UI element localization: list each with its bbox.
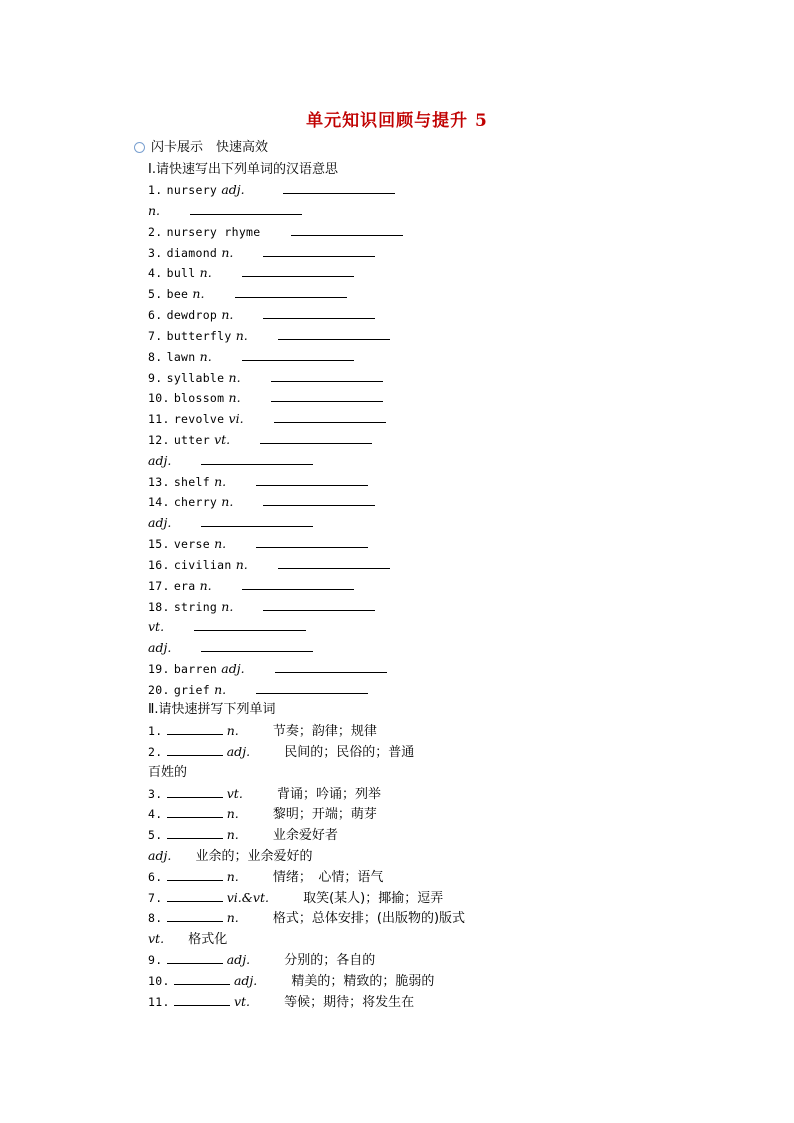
flash-card-icon bbox=[134, 142, 145, 153]
answer-blank[interactable] bbox=[201, 638, 313, 652]
chinese-meaning: 等候；期待；将发生在 bbox=[284, 995, 415, 1010]
s2-row-3 bbox=[148, 784, 381, 804]
s2-row-11 bbox=[148, 992, 414, 1012]
s2-row-1 bbox=[148, 721, 377, 741]
s2-row-8 bbox=[148, 908, 465, 928]
part-of-speech: vt. bbox=[226, 786, 243, 801]
part-of-speech: n. bbox=[226, 827, 239, 842]
chinese-meaning: 取笑(某人)；揶揄；逗弄 bbox=[303, 891, 444, 906]
s1-row-2 bbox=[148, 222, 403, 242]
spelling-blank[interactable] bbox=[167, 867, 223, 881]
part-of-speech: adj. bbox=[226, 952, 251, 967]
s2-row-6 bbox=[148, 867, 383, 887]
part-of-speech: vt. bbox=[233, 994, 251, 1009]
chinese-meaning: 业余的；业余爱好的 bbox=[195, 849, 313, 864]
part-of-speech: adj. bbox=[221, 661, 245, 676]
s1-row-15 bbox=[148, 534, 368, 554]
s2-row-9 bbox=[148, 950, 375, 970]
part-of-speech: n. bbox=[221, 494, 234, 509]
item-number: 15. bbox=[148, 537, 170, 551]
vocab-word: diamond bbox=[166, 246, 218, 260]
part-of-speech: n. bbox=[221, 245, 234, 260]
vocab-word: cherry bbox=[173, 495, 218, 509]
answer-blank[interactable] bbox=[278, 326, 390, 340]
chinese-meaning: 业余爱好者 bbox=[272, 828, 338, 843]
item-number: 12. bbox=[148, 433, 170, 447]
part-of-speech: adj. bbox=[148, 515, 172, 530]
vocab-word: verse bbox=[173, 537, 210, 551]
part-of-speech: n. bbox=[235, 557, 248, 572]
s1-row-9 bbox=[148, 368, 383, 388]
spelling-blank[interactable] bbox=[167, 721, 223, 735]
s1-row-1 bbox=[148, 180, 395, 200]
s1-row-3 bbox=[148, 243, 375, 263]
item-number: 2. bbox=[148, 745, 163, 759]
vocab-word: barren bbox=[173, 662, 218, 676]
answer-blank[interactable] bbox=[271, 388, 383, 402]
part-of-speech: n. bbox=[221, 307, 234, 322]
spelling-blank[interactable] bbox=[174, 992, 230, 1006]
part-of-speech: n. bbox=[226, 806, 239, 821]
answer-blank[interactable] bbox=[260, 430, 372, 444]
chinese-meaning: 黎明；开端；萌芽 bbox=[272, 807, 377, 822]
answer-blank[interactable] bbox=[242, 263, 354, 277]
spelling-blank[interactable] bbox=[167, 908, 223, 922]
chinese-meaning: 分别的；各自的 bbox=[284, 953, 376, 968]
vocab-word: grief bbox=[173, 683, 210, 697]
chinese-meaning: 民间的；民俗的；普通 bbox=[284, 745, 415, 760]
part-of-speech: adj. bbox=[148, 848, 172, 863]
vocab-word: era bbox=[173, 579, 196, 593]
answer-blank[interactable] bbox=[291, 222, 403, 236]
item-number: 8. bbox=[148, 911, 163, 925]
part-of-speech: n. bbox=[221, 599, 234, 614]
vocab-word: blossom bbox=[173, 391, 225, 405]
s1-row-18b bbox=[148, 617, 306, 637]
answer-blank[interactable] bbox=[201, 451, 313, 465]
item-number: 11. bbox=[148, 412, 170, 426]
s2-row-7 bbox=[148, 888, 443, 908]
vocab-word: shelf bbox=[173, 475, 210, 489]
s1-row-17 bbox=[148, 576, 354, 596]
part-of-speech: n. bbox=[228, 390, 241, 405]
s1-row-1b bbox=[148, 201, 302, 221]
part-of-speech: n. bbox=[199, 578, 212, 593]
item-number: 14. bbox=[148, 495, 170, 509]
answer-blank[interactable] bbox=[194, 617, 306, 631]
item-number: 6. bbox=[148, 308, 163, 322]
answer-blank[interactable] bbox=[271, 368, 383, 382]
flash-heading: 闪卡展示 快速高效 bbox=[151, 140, 269, 155]
vocab-word: butterfly bbox=[166, 329, 232, 343]
spelling-blank[interactable] bbox=[167, 950, 223, 964]
item-number: 1. bbox=[148, 724, 163, 738]
vocab-word: lawn bbox=[166, 350, 196, 364]
item-number: 18. bbox=[148, 600, 170, 614]
item-number: 9. bbox=[148, 371, 163, 385]
answer-blank[interactable] bbox=[190, 201, 302, 215]
answer-blank[interactable] bbox=[256, 472, 368, 486]
answer-blank[interactable] bbox=[242, 347, 354, 361]
item-number: 6. bbox=[148, 870, 163, 884]
vocab-word: bull bbox=[166, 266, 196, 280]
s1-row-18c bbox=[148, 638, 313, 658]
part-of-speech: n. bbox=[214, 474, 227, 489]
s1-row-12b bbox=[148, 451, 313, 471]
item-number: 11. bbox=[148, 995, 170, 1009]
spelling-blank[interactable] bbox=[174, 971, 230, 985]
item-number: 10. bbox=[148, 391, 170, 405]
vocab-word: string bbox=[173, 600, 218, 614]
part-of-speech: n. bbox=[214, 536, 227, 551]
answer-blank[interactable] bbox=[256, 534, 368, 548]
spelling-blank[interactable] bbox=[167, 784, 223, 798]
item-number: 19. bbox=[148, 662, 170, 676]
part-of-speech: n. bbox=[192, 286, 205, 301]
s2-row-2 bbox=[148, 742, 414, 762]
flash-heading-line bbox=[148, 138, 268, 158]
s1-row-12 bbox=[148, 430, 372, 450]
s1-row-7 bbox=[148, 326, 390, 346]
s2-row-5b bbox=[148, 846, 312, 866]
chinese-meaning: 背诵；吟诵；列举 bbox=[276, 787, 381, 802]
item-number: 17. bbox=[148, 579, 170, 593]
s2-row-5 bbox=[148, 825, 338, 845]
answer-blank[interactable] bbox=[242, 576, 354, 590]
part-of-speech: n. bbox=[148, 203, 161, 218]
s1-row-20 bbox=[148, 680, 368, 700]
part-of-speech: vt. bbox=[148, 619, 165, 634]
item-number: 5. bbox=[148, 287, 163, 301]
answer-blank[interactable] bbox=[263, 243, 375, 257]
item-number: 16. bbox=[148, 558, 170, 572]
s1-row-5 bbox=[148, 284, 347, 304]
spelling-blank[interactable] bbox=[167, 804, 223, 818]
part-of-speech: n. bbox=[226, 723, 239, 738]
item-number: 5. bbox=[148, 828, 163, 842]
s1-row-10 bbox=[148, 388, 383, 408]
s1-row-6 bbox=[148, 305, 375, 325]
s2-row-8b bbox=[148, 929, 227, 949]
part-of-speech: vi.&vt. bbox=[226, 890, 269, 905]
s1-row-4 bbox=[148, 263, 354, 283]
part-of-speech: n. bbox=[226, 869, 239, 884]
chinese-meaning: 精美的；精致的；脆弱的 bbox=[291, 974, 435, 989]
item-number: 9. bbox=[148, 953, 163, 967]
part-of-speech: n. bbox=[214, 682, 227, 697]
s1-row-14 bbox=[148, 492, 375, 512]
part-of-speech: n. bbox=[226, 910, 239, 925]
item-number: 1. bbox=[148, 183, 163, 197]
part-of-speech: adj. bbox=[233, 973, 258, 988]
answer-blank[interactable] bbox=[278, 555, 390, 569]
answer-blank[interactable] bbox=[263, 492, 375, 506]
part-of-speech: n. bbox=[199, 265, 212, 280]
part-of-speech: adj. bbox=[148, 453, 172, 468]
chinese-meaning: 节奏；韵律；规律 bbox=[272, 724, 377, 739]
vocab-word: utter bbox=[173, 433, 210, 447]
item-number: 7. bbox=[148, 891, 163, 905]
part-of-speech: adj. bbox=[221, 182, 245, 197]
spelling-blank[interactable] bbox=[167, 742, 223, 756]
s2-row-2-continued: 百姓的 bbox=[148, 765, 188, 780]
answer-blank[interactable] bbox=[201, 513, 313, 527]
s1-row-8 bbox=[148, 347, 354, 367]
page-title: 单元知识回顾与提升 5 bbox=[306, 111, 488, 131]
item-number: 7. bbox=[148, 329, 163, 343]
s2-row-4 bbox=[148, 804, 377, 824]
vocab-word: revolve bbox=[173, 412, 225, 426]
item-number: 20. bbox=[148, 683, 170, 697]
answer-blank[interactable] bbox=[274, 409, 386, 423]
section2-heading: Ⅱ.请快速拼写下列单词 bbox=[148, 702, 276, 717]
answer-blank[interactable] bbox=[256, 680, 368, 694]
spelling-blank[interactable] bbox=[167, 825, 223, 839]
item-number: 8. bbox=[148, 350, 163, 364]
vocab-word: bee bbox=[166, 287, 189, 301]
part-of-speech: vt. bbox=[214, 432, 231, 447]
s1-row-19 bbox=[148, 659, 387, 679]
s1-row-18 bbox=[148, 597, 375, 617]
item-number: 10. bbox=[148, 974, 170, 988]
part-of-speech: adj. bbox=[148, 640, 172, 655]
chinese-meaning: 格式；总体安排；(出版物的)版式 bbox=[272, 911, 466, 926]
spelling-blank[interactable] bbox=[167, 888, 223, 902]
vocab-word: dewdrop bbox=[166, 308, 218, 322]
item-number: 4. bbox=[148, 266, 163, 280]
part-of-speech: vt. bbox=[148, 931, 165, 946]
answer-blank[interactable] bbox=[263, 305, 375, 319]
item-number: 3. bbox=[148, 787, 163, 801]
vocab-word: nursery rhyme bbox=[166, 225, 261, 239]
item-number: 4. bbox=[148, 807, 163, 821]
answer-blank[interactable] bbox=[283, 180, 395, 194]
vocab-word: civilian bbox=[173, 558, 232, 572]
item-number: 2. bbox=[148, 225, 163, 239]
s1-row-13 bbox=[148, 472, 368, 492]
answer-blank[interactable] bbox=[263, 597, 375, 611]
vocab-word: nursery bbox=[166, 183, 218, 197]
answer-blank[interactable] bbox=[235, 284, 347, 298]
s1-row-14b bbox=[148, 513, 313, 533]
s2-row-10 bbox=[148, 971, 434, 991]
chinese-meaning: 情绪； 心情；语气 bbox=[272, 870, 384, 885]
section1-heading: Ⅰ.请快速写出下列单词的汉语意思 bbox=[148, 162, 338, 177]
vocab-word: syllable bbox=[166, 371, 225, 385]
item-number: 13. bbox=[148, 475, 170, 489]
part-of-speech: adj. bbox=[226, 744, 251, 759]
item-number: 3. bbox=[148, 246, 163, 260]
s1-row-16 bbox=[148, 555, 390, 575]
chinese-meaning: 格式化 bbox=[188, 932, 228, 947]
answer-blank[interactable] bbox=[275, 659, 387, 673]
s1-row-11 bbox=[148, 409, 386, 429]
part-of-speech: n. bbox=[228, 370, 241, 385]
part-of-speech: n. bbox=[199, 349, 212, 364]
part-of-speech: vi. bbox=[228, 411, 244, 426]
part-of-speech: n. bbox=[235, 328, 248, 343]
